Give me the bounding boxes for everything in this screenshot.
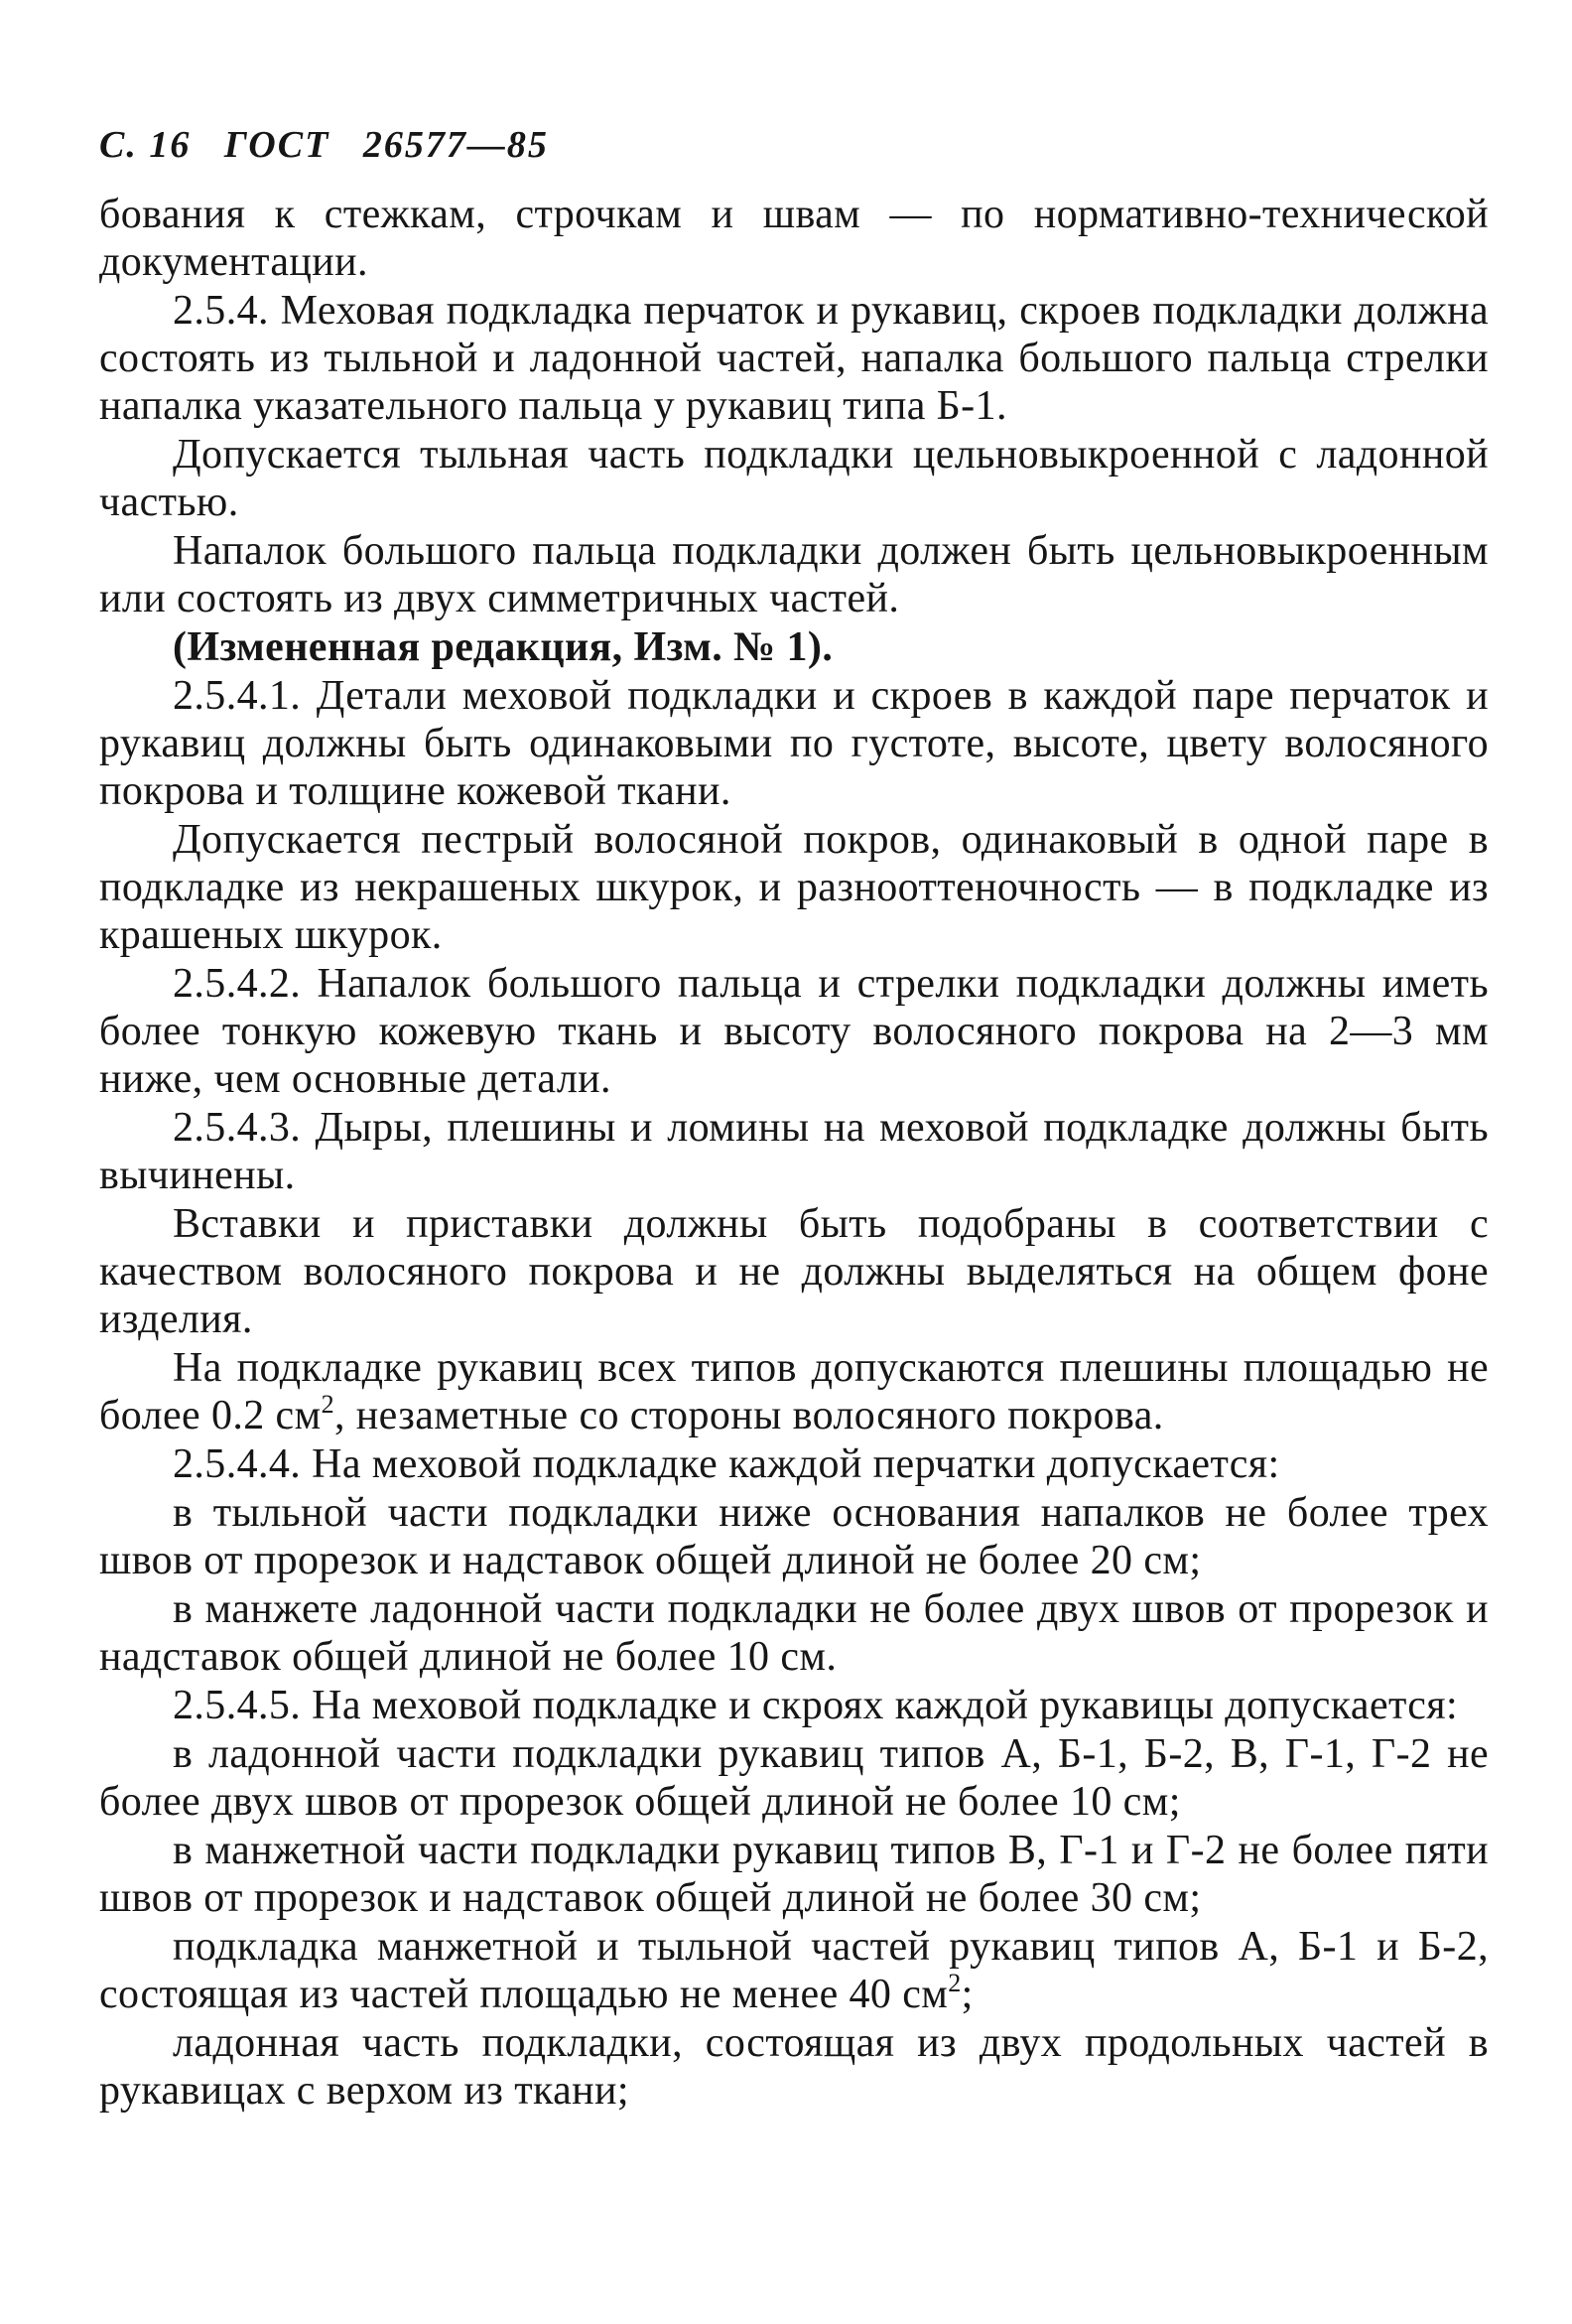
document-page <box>99 123 1489 2116</box>
paragraph: 2.5.4. Меховая подкладка перчаток и рукавиц, скроев подкладки должна состоять из тыльной и ладонной частей, напалка большого пальца стрелки напалка указательного пальца у рукавиц типа Б-1. <box>99 288 1489 429</box>
paragraph: ладонная часть подкладки, состоящая из двух продольных частей в рукавицах с верхом из ткани; <box>99 2020 1489 2114</box>
paragraph: в ладонной части подкладки рукавиц типов А, Б-1, Б-2, В, Г-1, Г-2 не более двух швов от прорезок общей длиной не более 10 см; <box>99 1731 1489 1825</box>
superscript: 2 <box>948 1969 962 1997</box>
revision-note: (Измененная редакция, Изм. № 1). <box>173 624 834 670</box>
paragraph-text: подкладка манжетной и тыльной частей рукавиц типов А, Б-1 и Б-2, состоящая из частей площадью не менее 40 см <box>99 1924 1489 2017</box>
paragraph: Допускается тыльная часть подкладки цельновыкроенной с ладонной частью. <box>99 432 1489 525</box>
paragraph: в манжете ладонной части подкладки не более двух швов от прорезок и надставок общей длиной не более 10 см. <box>99 1586 1489 1680</box>
paragraph: 2.5.4.4. На меховой подкладке каждой перчатки допускается: <box>173 1441 1280 1487</box>
standard-label: ГОСТ <box>223 124 330 166</box>
paragraph: в тыльной части подкладки ниже основания напалков не более трех швов от прорезок и надставок общей длиной не более 20 см; <box>99 1490 1489 1583</box>
paragraph <box>99 1344 1489 1439</box>
paragraph: 2.5.4.1. Детали меховой подкладки и скроев в каждой паре перчаток и рукавиц должны быть одинаковыми по густоте, высоте, цвету волосяного покрова и толщине кожевой ткани. <box>99 673 1489 814</box>
paragraph: в манжетной части подкладки рукавиц типов В, Г-1 и Г-2 не более пяти швов от прорезок и надставок общей длиной не более 30 см; <box>99 1828 1489 1921</box>
paragraph-text: , незаметные со стороны волосяного покрова. <box>333 1393 1164 1438</box>
superscript: 2 <box>321 1390 334 1419</box>
paragraph: Допускается пестрый волосяной покров, одинаковый в одной паре в подкладке из некрашеных шкурок, и разнооттеночность — в подкладке из крашеных шкурок. <box>99 817 1489 958</box>
paragraph: 2.5.4.5. На меховой подкладке и скроях каждой рукавицы допускается: <box>173 1683 1459 1728</box>
paragraph <box>99 1923 1489 2018</box>
paragraph: бования к стежкам, строчкам и швам — по нормативно-технической документации. <box>99 192 1489 285</box>
page-number: С. 16 <box>99 124 192 166</box>
standard-number: 26577—85 <box>362 124 549 166</box>
paragraph: Напалок большого пальца подкладки должен быть цельновыкроенным или состоять из двух симметричных частей. <box>99 528 1489 621</box>
paragraph: 2.5.4.3. Дыры, плешины и ломины на меховой подкладке должны быть вычинены. <box>99 1105 1489 1198</box>
paragraph-text: ; <box>961 1972 974 2017</box>
page-header <box>99 123 1489 171</box>
paragraph: Вставки и приставки должны быть подобраны в соответствии с качеством волосяного покрова и не должны выделяться на общем фоне изделия. <box>99 1201 1489 1342</box>
paragraph-text: На подкладке рукавиц всех типов допускаются плешины площадью не более 0.2 см <box>99 1345 1489 1438</box>
paragraph: 2.5.4.2. Напалок большого пальца и стрелки подкладки должны иметь более тонкую кожевую ткань и высоту волосяного покрова на 2—3 мм ниже, чем основные детали. <box>99 961 1489 1102</box>
